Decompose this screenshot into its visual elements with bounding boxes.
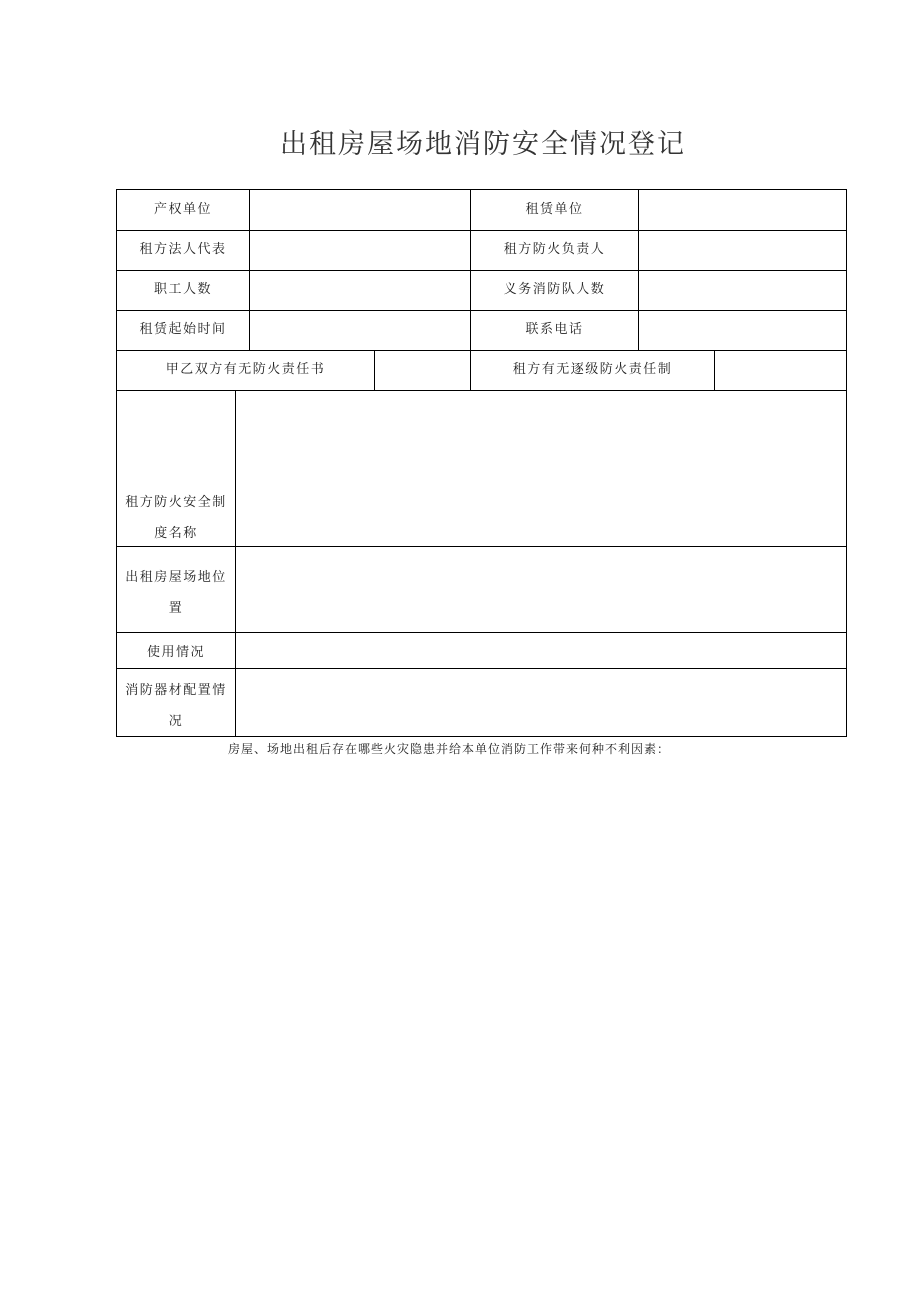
label-phone: 联系电话 bbox=[525, 322, 584, 337]
label-fire-manager: 租方防火负责人 bbox=[503, 242, 606, 257]
label-equipment bbox=[117, 675, 235, 737]
field-equipment[interactable] bbox=[236, 668, 846, 736]
label-safety-rules-line2: 度名称 bbox=[154, 526, 198, 541]
field-fire-manager[interactable] bbox=[639, 230, 846, 270]
field-staff-count[interactable] bbox=[250, 270, 470, 310]
label-volunteer-count: 义务消防队人数 bbox=[503, 282, 606, 297]
field-safety-rules[interactable] bbox=[236, 390, 846, 546]
field-usage[interactable] bbox=[236, 632, 846, 668]
label-property-unit: 产权单位 bbox=[153, 202, 212, 217]
field-legal-rep[interactable] bbox=[250, 230, 470, 270]
field-tiered-responsibility[interactable] bbox=[715, 350, 846, 390]
label-location-line2: 置 bbox=[168, 601, 184, 616]
label-equipment-line2: 况 bbox=[168, 714, 184, 729]
label-legal-rep: 租方法人代表 bbox=[139, 242, 227, 257]
label-location-line1: 出租房屋场地位 bbox=[125, 570, 227, 585]
page-title: 出租房屋场地消防安全情况登记 bbox=[280, 129, 686, 160]
field-phone[interactable] bbox=[639, 310, 846, 350]
label-responsibility-letter: 甲乙双方有无防火责任书 bbox=[165, 362, 326, 377]
label-safety-rules bbox=[117, 487, 235, 549]
footer-note: 房屋、场地出租后存在哪些火灾隐患并给本单位消防工作带来何种不利因素： bbox=[228, 742, 671, 756]
field-responsibility-letter[interactable] bbox=[375, 350, 470, 390]
label-location bbox=[117, 562, 235, 624]
field-property-unit[interactable] bbox=[250, 190, 470, 230]
field-volunteer-count[interactable] bbox=[639, 270, 846, 310]
field-lessee-unit[interactable] bbox=[639, 190, 846, 230]
field-lease-start[interactable] bbox=[250, 310, 470, 350]
label-safety-rules-line1: 租方防火安全制 bbox=[125, 495, 227, 510]
field-location[interactable] bbox=[236, 546, 846, 632]
label-usage: 使用情况 bbox=[146, 645, 205, 660]
label-lessee-unit: 租赁单位 bbox=[525, 202, 584, 217]
label-equipment-line1: 消防器材配置情 bbox=[125, 683, 227, 698]
label-tiered-responsibility: 租方有无逐级防火责任制 bbox=[512, 362, 673, 377]
label-lease-start: 租赁起始时间 bbox=[139, 322, 227, 337]
label-staff-count: 职工人数 bbox=[153, 282, 212, 297]
registration-form bbox=[116, 189, 847, 737]
